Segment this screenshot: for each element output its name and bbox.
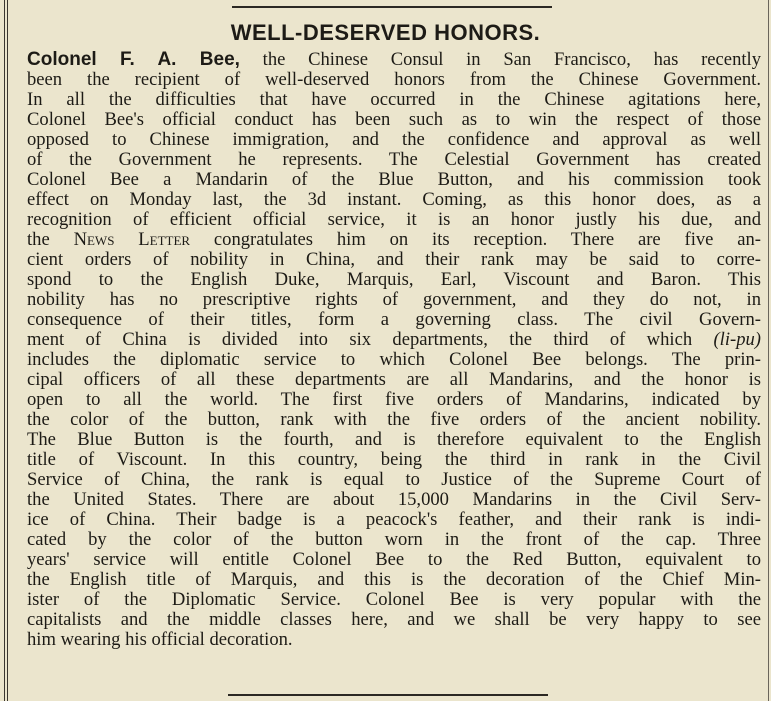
article-line: capitalists and the middle classes here, and we shall be very happy to see xyxy=(27,610,761,630)
article-line: ister of the Diplomatic Service. Colonel Bee is very popular with the xyxy=(27,590,761,610)
article-line: cated by the color of the button worn in the front of the cap. Three xyxy=(27,530,761,550)
article-line: Colonel Bee's official conduct has been such as to win the respect of those xyxy=(27,110,761,130)
article-line xyxy=(27,230,761,250)
article-line: recognition of efficient official service, it is an honor justly his due, and xyxy=(27,210,761,230)
article-line: includes the diplomatic service to which Colonel Bee belongs. The prin- xyxy=(27,350,761,370)
column-rule-right xyxy=(768,0,769,701)
article-line: ice of China. Their badge is a peacock's feather, and their rank is indi- xyxy=(27,510,761,530)
article-line: consequence of their titles, form a governing class. The civil Govern- xyxy=(27,310,761,330)
article-line: the English title of Marquis, and this is the decoration of the Chief Min- xyxy=(27,570,761,590)
italic-term: (li-pu) xyxy=(713,330,761,350)
article-line: Service of China, the rank is equal to Justice of the Supreme Court of xyxy=(27,470,761,490)
article-line: him wearing his official decoration. xyxy=(27,630,293,650)
line-text: the xyxy=(27,230,74,250)
article-body xyxy=(27,50,761,650)
article-line: In all the difficulties that have occurred in the Chinese agitations here, xyxy=(27,90,761,110)
column-rule-left-inner xyxy=(7,0,8,701)
article-line: open to all the world. The first five orders of Mandarins, indicated by xyxy=(27,390,761,410)
line-text: the Chinese Consul in San Francisco, has recently xyxy=(239,50,761,70)
article-line: the color of the button, rank with the five orders of the ancient nobility. xyxy=(27,410,761,430)
bottom-separator-rule xyxy=(228,694,548,696)
article-line: of the Government he represents. The Celestial Government has created xyxy=(27,150,761,170)
article-line: Colonel Bee a Mandarin of the Blue Button, and his commission took xyxy=(27,170,761,190)
article-line: spond to the English Duke, Marquis, Earl, Viscount and Baron. This xyxy=(27,270,761,290)
article-line: been the recipient of well-deserved honors from the Chinese Government. xyxy=(27,70,761,90)
article-line xyxy=(27,50,761,70)
column-rule-left-outer xyxy=(4,0,5,701)
top-separator-rule xyxy=(232,6,552,8)
article-headline: WELL-DESERVED HONORS. xyxy=(230,20,541,45)
article-line: title of Viscount. In this country, being the third in rank in the Civil xyxy=(27,450,761,470)
article-line: opposed to Chinese immigration, and the confidence and approval as well xyxy=(27,130,761,150)
article-line: cipal officers of all these departments are all Mandarins, and the honor is xyxy=(27,370,761,390)
line-text: congratulates him on its reception. There are five an- xyxy=(190,230,761,250)
article-line: the United States. There are about 15,000 Mandarins in the Civil Serv- xyxy=(27,490,761,510)
article-line: effect on Monday last, the 3d instant. Coming, as this honor does, as a xyxy=(27,190,761,210)
article-line: years' service will entitle Colonel Bee to the Red Button, equivalent to xyxy=(27,550,761,570)
lead-name: Colonel F. A. Bee, xyxy=(27,50,240,70)
article-line: cient orders of nobility in China, and their rank may be said to corre- xyxy=(27,250,761,270)
article-line: The Blue Button is the fourth, and is therefore equivalent to the English xyxy=(27,430,761,450)
article-line xyxy=(27,330,761,350)
article-line: nobility has no prescriptive rights of government, and they do not, in xyxy=(27,290,761,310)
line-text: ment of China is divided into six departments, the third of which xyxy=(27,330,693,350)
publication-name: News Letter xyxy=(73,230,191,250)
